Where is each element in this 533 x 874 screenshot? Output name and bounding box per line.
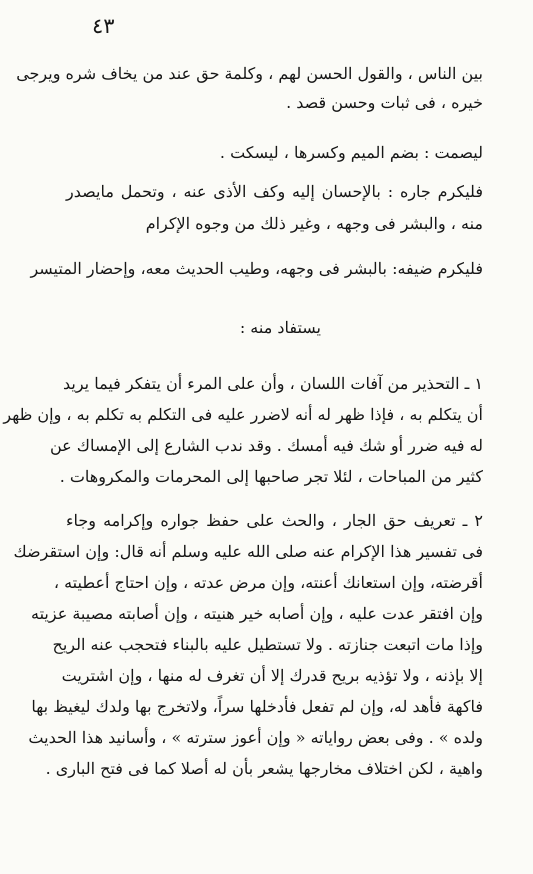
- point-line: إلا بإذنه ، ولا تؤذيه بريح قدرك إلا أن تغرف له منها ، وإن اشتريت: [61, 666, 483, 685]
- point-line: أقرضته، وإن استعانك أعنته، وإن مرض عدته ، وإن احتاج أعطيته ،: [53, 573, 483, 592]
- point-line: كثير من المباحات ، لئلا تجر صاحبها إلى المحرمات والمكروهات .: [59, 467, 483, 486]
- point-line: له فيه ضرر أو شك فيه أمسك . وقد ندب الشارع إلى الإمساك عن: [49, 436, 483, 455]
- intro-line: بين الناس ، والقول الحسن لهم ، وكلمة حق عند من يخاف شره ويرجى: [16, 64, 483, 83]
- point-line: وإذا مات اتبعت جنازته . ولا تستطيل عليه بالبناء فتحجب عنه الريح: [52, 635, 483, 654]
- gloss-line: ليصمت : بضم الميم وكسرها ، ليسكت .: [219, 143, 483, 162]
- page-number: ٤٣: [92, 14, 115, 38]
- gloss-line: فليكرم ضيفه: بالبشر فى وجهه، وطيب الحديث معه، وإحضار المتيسر: [30, 259, 483, 278]
- gloss-line: فليكرم جاره : بالإحسان إليه وكف الأذى عنه ، وتحمل مايصدر: [66, 182, 483, 201]
- section-heading: يستفاد منه :: [239, 318, 321, 337]
- point-line: واهية ، لكن اختلاف مخارجها يشعر بأن له أصلا كما فى فتح البارى .: [45, 759, 483, 778]
- point-line: أن يتكلم به ، فإذا ظهر له أنه لاضرر عليه فى التكلم به تكلم به ، وإن ظهر: [3, 405, 483, 424]
- point-line: ١ ـ التحذير من آفات اللسان ، وأن على المرء أن يتفكر فيما يريد: [62, 374, 483, 393]
- point-line: فى تفسير هذا الإكرام عنه صلى الله عليه وسلم أنه قال: وإن استقرضك: [13, 542, 483, 561]
- gloss-line: منه ، والبشر فى وجهه ، وغير ذلك من وجوه الإكرام: [145, 214, 483, 233]
- intro-line: خيره ، فى ثبات وحسن قصد .: [286, 93, 483, 112]
- point-line: فاكهة فأهد له، وإن لم تفعل فأدخلها سراً، ولاتخرج بها ولدك ليغيظ بها: [31, 697, 483, 716]
- point-line: ولده » . وفى بعض رواياته « وإن أعوز سترته » ، وأسانيد هذا الحديث: [28, 728, 483, 747]
- point-line: وإن افتقر عدت عليه ، وإن أصابه خير هنيته ، وإن أصابته مصيبة عزيته: [31, 604, 483, 623]
- point-line: ٢ ـ تعريف حق الجار ، والحث على حفظ جواره وإكرامه وجاء: [66, 511, 483, 530]
